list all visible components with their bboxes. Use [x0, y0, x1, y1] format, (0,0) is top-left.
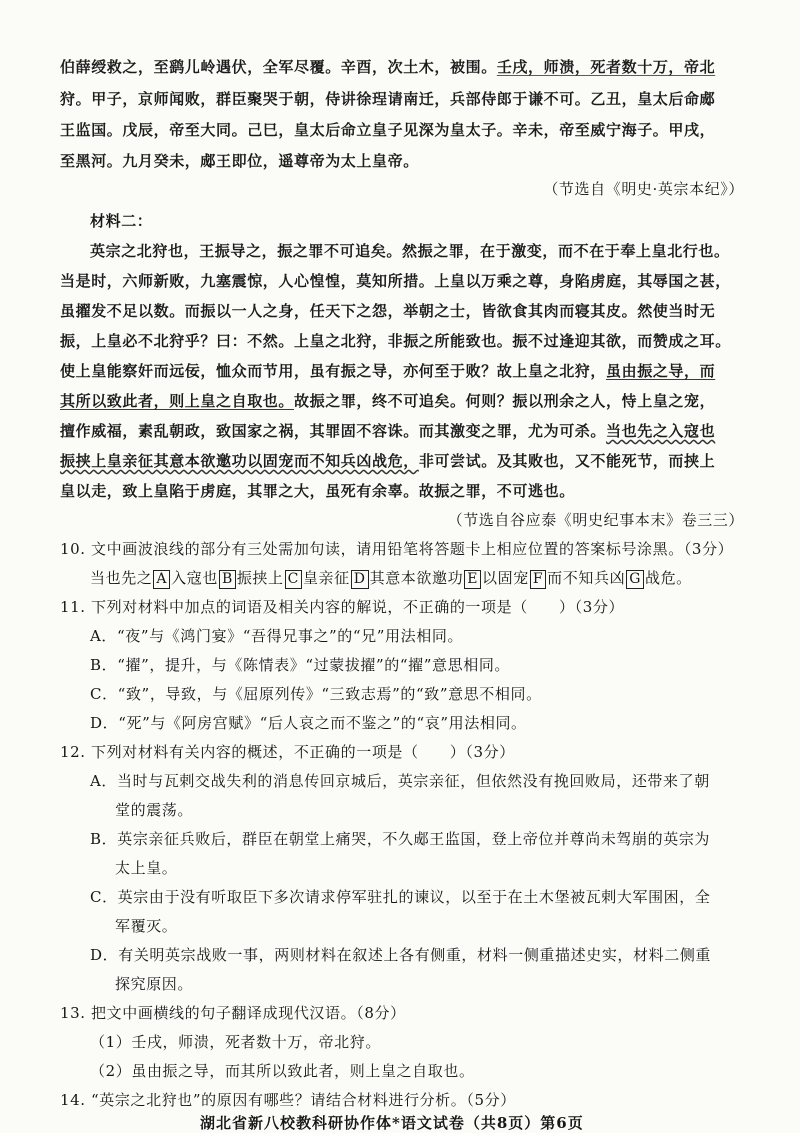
passage2-line-5	[60, 360, 715, 381]
page-footer: 湖北省新八校教科研协作体*语文试卷（共8页）第6页	[200, 1114, 584, 1132]
passage2-line-4: 振，上皇必不北狩乎？曰：不然。上皇之北狩，非振之所能致也。振不过逢迎其欲，而赞成之耳。	[60, 332, 731, 350]
q10-seg-1: 入寇也	[171, 569, 218, 587]
q10-number: 10.	[60, 540, 86, 558]
passage2-source: （节选自谷应泰《明史纪事本末》卷三三）	[447, 511, 744, 529]
passage2-line-8-text: 非可尝试。及其败也，又不能死节，而挟上	[418, 452, 716, 470]
q12-option-c: C．英宗由于没有听取臣下多次请求停军驻扎的谏议，以至于在土木堡被瓦剌大军围困，全	[90, 888, 711, 906]
q12-option-b-cont: 太上皇。	[115, 859, 178, 877]
q10-seg-5: 以固宠	[482, 569, 529, 587]
q10-seg-0: 当也先之	[90, 569, 153, 587]
passage2-underlined-a: 虽由振之导，而	[606, 362, 716, 380]
q12-option-d-cont: 探究原因。	[115, 975, 194, 993]
q10-seg-6: 而不知兵凶	[547, 569, 626, 587]
q12-option-b: B．英宗亲征兵败后，群臣在朝堂上痛哭，不久郕王监国，登上帝位并尊尚未驾崩的英宗为	[90, 830, 711, 848]
passage1-underlined-sentence: 壬戌，师溃，死者数十万，帝北	[496, 58, 716, 76]
passage2-line-6	[60, 390, 715, 411]
passage2-line-8	[60, 450, 715, 471]
q14-number: 14.	[60, 1091, 86, 1109]
passage2-title: 材料二：	[90, 212, 153, 230]
q10-option-d[interactable]: D	[351, 570, 369, 589]
q11-number: 11.	[60, 598, 86, 616]
passage2-underlined-b: 其所以致此者，则上皇之自取也。	[60, 392, 295, 410]
passage2-line-2: 当是时，六师新败，九塞震惊，人心惶惶，莫知所措。上皇以万乘之尊，身陷虏庭，其辱国之甚，	[60, 272, 731, 290]
q14-prompt	[60, 1089, 516, 1110]
q10-option-b[interactable]: B	[219, 570, 236, 589]
q13-item-1: （1）壬戌，师溃，死者数十万，帝北狩。	[90, 1033, 381, 1051]
passage2-line-7	[60, 420, 715, 441]
q13-text: 把文中画横线的句子翻译成现代汉语。（8分）	[91, 1004, 406, 1022]
q10-segments	[90, 567, 692, 589]
passage2-line-7-text: 擅作威福，素乱朝政，致国家之祸，其罪固不容诛。而其激变之罪，尤为可杀。	[60, 422, 607, 440]
passage2-wavy-a: 当也先之入寇也	[606, 422, 716, 440]
passage2-line-6-text: 故振之罪，终不可追矣。何则？振以刑余之人，恃上皇之宠，	[294, 392, 716, 410]
q11-option-d: D．“死”与《阿房宫赋》“后人哀之而不鉴之”的“哀”用法相同。	[90, 714, 527, 732]
q12-text: 下列对材料有关内容的概述，不正确的一项是（ ）（3分）	[91, 743, 515, 761]
q13-item-2: （2）虽由振之导，而其所以致此者，则上皇之自取也。	[90, 1062, 475, 1080]
q11-option-b: B．“擢”，提升，与《陈情表》“过蒙拔擢”的“擢”意思相同。	[90, 656, 511, 674]
passage1-source: （节选自《明史·英宗本纪》）	[543, 180, 744, 198]
q10-text: 文中画波浪线的部分有三处需加句读，请用铅笔将答题卡上相应位置的答案标号涂黑。（3分）	[91, 540, 734, 558]
q10-seg-3: 皇亲征	[302, 569, 350, 587]
q12-number: 12.	[60, 743, 86, 761]
q10-option-g[interactable]: G	[626, 570, 644, 589]
q10-option-f[interactable]: F	[530, 570, 546, 589]
q10-seg-4: 其意本欲邀功	[369, 569, 464, 587]
passage2-wavy-b: 振挟上皇亲征其意本欲邀功以固宠而不知兵凶战危，	[60, 452, 419, 470]
q10-prompt	[60, 538, 733, 559]
passage2-line-5-text: 使上皇能察奸而远佞，恤众而节用，虽有振之导，亦何至于败？故上皇之北狩，	[60, 362, 607, 380]
q10-option-a[interactable]: A	[153, 570, 170, 589]
q13-number: 13.	[60, 1004, 86, 1022]
q12-option-a-cont: 堂的震荡。	[115, 801, 194, 819]
passage1-line-1-text: 伯薛绶救之，至鹞儿岭遇伏，全军尽覆。辛酉，次土木，被围。	[60, 58, 497, 76]
q12-option-d: D．有关明英宗战败一事，两则材料在叙述上各有侧重，材料一侧重描述史实，材料二侧重	[90, 946, 712, 964]
passage1-line-4: 至黑河。九月癸未，郕王即位，遥尊帝为太上皇帝。	[60, 152, 419, 170]
passage1-line-2: 狩。甲子，京师闻败，群臣聚哭于朝，侍讲徐珵请南迁，兵部侍郎于谦不可。乙丑，皇太后命郕	[60, 90, 716, 108]
passage1-line-3: 王监国。戊辰，帝至大同。己巳，皇太后命立皇子见深为皇太子。辛未，帝至威宁海子。甲戌，	[60, 121, 716, 139]
q12-option-a: A．当时与瓦剌交战失利的消息传回京城后，英宗亲征，但依然没有挽回败局，还带来了朝	[90, 772, 710, 790]
q12-option-c-cont: 军覆灭。	[115, 917, 178, 935]
passage2-line-3: 虽擢发不足以数。而振以一人之身，任天下之怨，举朝之士，皆欲食其肉而寝其皮。然使当时无	[60, 302, 716, 320]
q10-option-c[interactable]: C	[285, 570, 302, 589]
q11-option-c: C．“致”，导致，与《屈原列传》“三致志焉”的“致”意思不相同。	[90, 685, 542, 703]
q12-prompt	[60, 741, 515, 762]
q10-seg-7: 战危。	[644, 569, 692, 587]
q13-prompt	[60, 1002, 406, 1023]
passage2-line-9: 皇以走，致上皇陷于虏庭，其罪之大，虽死有余辜。故振之罪，不可逃也。	[60, 482, 575, 500]
q11-text: 下列对材料中加点的词语及相关内容的解说，不正确的一项是（ ）（3分）	[91, 598, 625, 616]
passage2-line-1: 英宗之北狩也，王振导之，振之罪不可追矣。然振之罪，在于激变，而不在于奉上皇北行也。	[90, 242, 730, 260]
q11-prompt	[60, 596, 624, 617]
q11-option-a: A．“夜”与《鸿门宴》“吾得兄事之”的“兄”用法相同。	[90, 627, 464, 645]
q10-option-e[interactable]: E	[464, 570, 481, 589]
q10-seg-2: 振挟上	[236, 569, 284, 587]
q14-text: “英宗之北狩也”的原因有哪些？请结合材料进行分析。（5分）	[91, 1091, 516, 1109]
passage1-line-1	[60, 56, 715, 77]
